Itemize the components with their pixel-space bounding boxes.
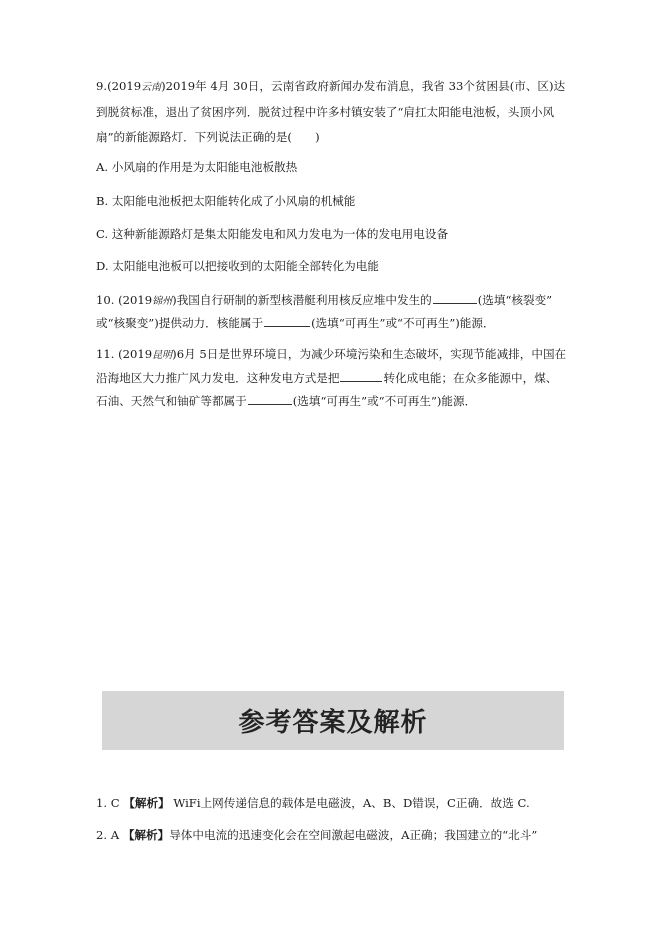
answer-1-number: 1. C — [96, 796, 120, 810]
question-9-option-d: D. 太阳能电池板可以把接收到的太阳能全部转化为电能 — [96, 259, 379, 273]
question-9-number: 9. — [96, 79, 108, 93]
answer-1-tag: 【解析】 — [123, 796, 170, 810]
answer-2 — [96, 827, 571, 843]
question-11-number: 11. — [96, 347, 115, 361]
question-11-text-3a: 石油、天然气和铀矿等都属于 — [96, 394, 247, 408]
question-11-text-2a: 沿海地区大力推广风力发电．这种发电方式是把 — [96, 371, 340, 385]
answer-2-text: 导体中电流的迅速变化会在空间激起电磁波，A正确；我国建立的“北斗” — [169, 828, 538, 842]
question-10-text-1a: )我国自行研制的新型核潜艇利用核反应堆中发生的 — [172, 293, 432, 307]
answer-1-text: WiFi上网传递信息的载体是电磁波，A、B、D错误，C正确．故选 C. — [173, 796, 530, 810]
question-11-text-2b: 转化成电能；在众多能源中，煤、 — [383, 371, 558, 385]
answer-blank[interactable] — [340, 369, 382, 382]
question-11-year: (2019 — [118, 347, 153, 361]
answer-1 — [96, 795, 571, 811]
question-11-line-3 — [96, 392, 571, 409]
answer-2-tag: 【解析】 — [122, 828, 170, 842]
question-10-number: 10. — [96, 293, 115, 307]
question-9-text-1: )2019年 4月 30日，云南省政府新闻办发布消息，我省 33个贫困县(市、区)达 — [161, 79, 566, 93]
question-9-line-2: 到脱贫标准，退出了贫困序列．脱贫过程中许多村镇安装了“肩扛太阳能电池板，头顶小风 — [96, 105, 555, 119]
question-10-text-2b: (选填“可再生”或“不可再生”)能源． — [311, 316, 495, 330]
question-9-option-b: B. 太阳能电池板把太阳能转化成了小风扇的机械能 — [96, 194, 356, 208]
question-9-option-c: C. 这种新能源路灯是集太阳能发电和风力发电为一体的发电用电设备 — [96, 227, 449, 241]
answer-blank[interactable] — [433, 291, 477, 304]
question-9-year: (2019 — [107, 79, 142, 93]
question-11-line-2 — [96, 369, 571, 386]
answer-2-number: 2. A — [96, 828, 120, 842]
question-10-line-2 — [96, 314, 571, 331]
answers-section-banner — [102, 691, 564, 750]
question-9-option-a: A. 小风扇的作用是为太阳能电池板散热 — [96, 160, 298, 174]
question-11-text-3b: (选填“可再生”或“不可再生”)能源． — [292, 394, 477, 408]
question-10-text-2a: 或“核聚变”)提供动力．核能属于 — [96, 316, 264, 330]
answer-blank[interactable] — [264, 314, 310, 327]
question-9-line-1 — [96, 78, 571, 96]
question-11-line-1 — [96, 346, 571, 364]
answers-section-title: 参考答案及解析 — [238, 708, 428, 738]
question-10-line-1 — [96, 291, 571, 310]
question-10-source: 锦州 — [152, 296, 173, 307]
question-10-year: (2019 — [118, 293, 153, 307]
question-11-source: 昆明 — [152, 350, 173, 361]
question-9-source: 云南 — [141, 82, 162, 93]
answer-blank[interactable] — [248, 392, 292, 405]
question-11-text-1: )6月 5日是世界环境日，为减少环境污染和生态破坏，实现节能减排，中国在 — [172, 347, 567, 361]
question-9-line-3: 扇”的新能源路灯．下列说法正确的是( ) — [96, 130, 320, 144]
question-10-text-1b: (选填“核裂变” — [477, 293, 553, 307]
